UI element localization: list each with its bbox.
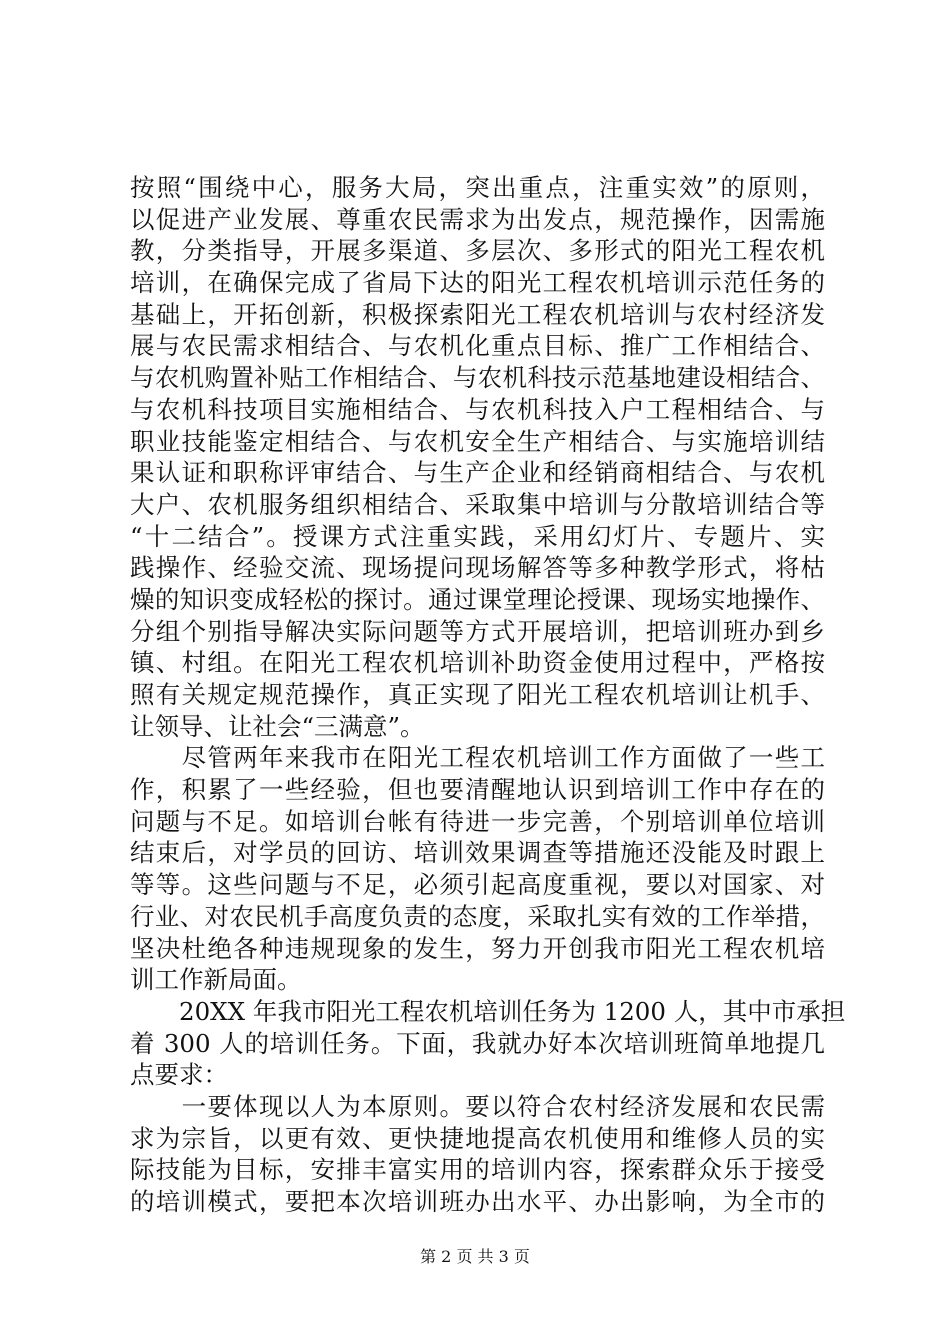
- text-line: 果认证和职称评审结合、与生产企业和经销商相结合、与农机: [130, 458, 825, 488]
- text-line: 作，积累了一些经验，但也要清醒地认识到培训工作中存在的: [130, 775, 825, 805]
- text-line: 职业技能鉴定相结合、与农机安全生产相结合、与实施培训结: [130, 426, 825, 456]
- text-line: 一要体现以人为本原则。要以符合农村经济发展和农民需: [130, 1091, 825, 1121]
- paragraph-training-task: [130, 996, 846, 1091]
- text-line: 培训，在确保完成了省局下达的阳光工程农机培训示范任务的: [130, 268, 825, 298]
- text-line: 坚决杜绝各种违规现象的发生，努力开创我市阳光工程农机培: [130, 933, 825, 963]
- page-number-label: 第 2 页 共 3 页: [420, 1247, 530, 1266]
- text-line: 与农机科技项目实施相结合、与农机科技入户工程相结合、与: [130, 394, 825, 424]
- text-line: 行业、对农民机手高度负责的态度，采取扎实有效的工作举措，: [130, 901, 825, 931]
- text-line: 际技能为目标，安排丰富实用的培训内容，探索群众乐于接受: [130, 1155, 825, 1185]
- text-line: 展与农民需求相结合、与农机化重点目标、推广工作相结合、: [130, 331, 825, 361]
- paragraph-shortcomings: [130, 742, 825, 996]
- text-line: 践操作、经验交流、现场提问现场解答等多种教学形式，将枯: [130, 553, 825, 583]
- paragraph-principles: [130, 172, 825, 742]
- text-line: “十二结合”。授课方式注重实践，采用幻灯片、专题片、实: [130, 521, 825, 551]
- paragraph-requirement-one: [130, 1091, 825, 1218]
- text-line: 分组个别指导解决实际问题等方式开展培训，把培训班办到乡: [130, 616, 825, 646]
- text-line: 20XX 年我市阳光工程农机培训任务为 1200 人，其中市承担: [130, 996, 846, 1026]
- text-line: 等等。这些问题与不足，必须引起高度重视，要以对国家、对: [130, 870, 825, 900]
- text-line: 训工作新局面。: [130, 965, 302, 995]
- text-line: 问题与不足。如培训台帐有待进一步完善，个别培训单位培训: [130, 806, 825, 836]
- text-line: 照有关规定规范操作，真正实现了阳光工程农机培训让机手、: [130, 680, 825, 709]
- text-line: 与农机购置补贴工作相结合、与农机科技示范基地建设相结合、: [130, 363, 825, 393]
- text-line: 尽管两年来我市在阳光工程农机培训工作方面做了一些工: [130, 743, 825, 773]
- text-line: 镇、村组。在阳光工程农机培训补助资金使用过程中，严格按: [130, 648, 825, 678]
- text-line: 大户、农机服务组织相结合、采取集中培训与分散培训结合等: [130, 489, 825, 519]
- text-line: 燥的知识变成轻松的探讨。通过课堂理论授课、现场实地操作、: [130, 584, 825, 614]
- text-line: 让领导、让社会“三满意”。: [130, 711, 425, 741]
- text-line: 基础上，开拓创新，积极探索阳光工程农机培训与农村经济发: [130, 299, 825, 329]
- page-footer: [0, 1244, 950, 1267]
- text-line: 的培训模式，要把本次培训班办出水平、办出影响，为全市的: [130, 1187, 825, 1216]
- text-line: 点要求：: [130, 1060, 228, 1090]
- document-body: [130, 172, 846, 1218]
- text-line: 求为宗旨，以更有效、更快捷地提高农机使用和维修人员的实: [130, 1123, 825, 1153]
- text-line: 按照“围绕中心，服务大局，突出重点，注重实效”的原则，: [130, 173, 825, 202]
- text-line: 着 300 人的培训任务。下面，我就办好本次培训班简单地提几: [130, 1028, 825, 1058]
- text-line: 教，分类指导，开展多渠道、多层次、多形式的阳光工程农机: [130, 236, 825, 266]
- text-line: 结束后，对学员的回访、培训效果调查等措施还没能及时跟上: [130, 838, 825, 868]
- text-line: 以促进产业发展、尊重农民需求为出发点，规范操作，因需施: [130, 204, 825, 234]
